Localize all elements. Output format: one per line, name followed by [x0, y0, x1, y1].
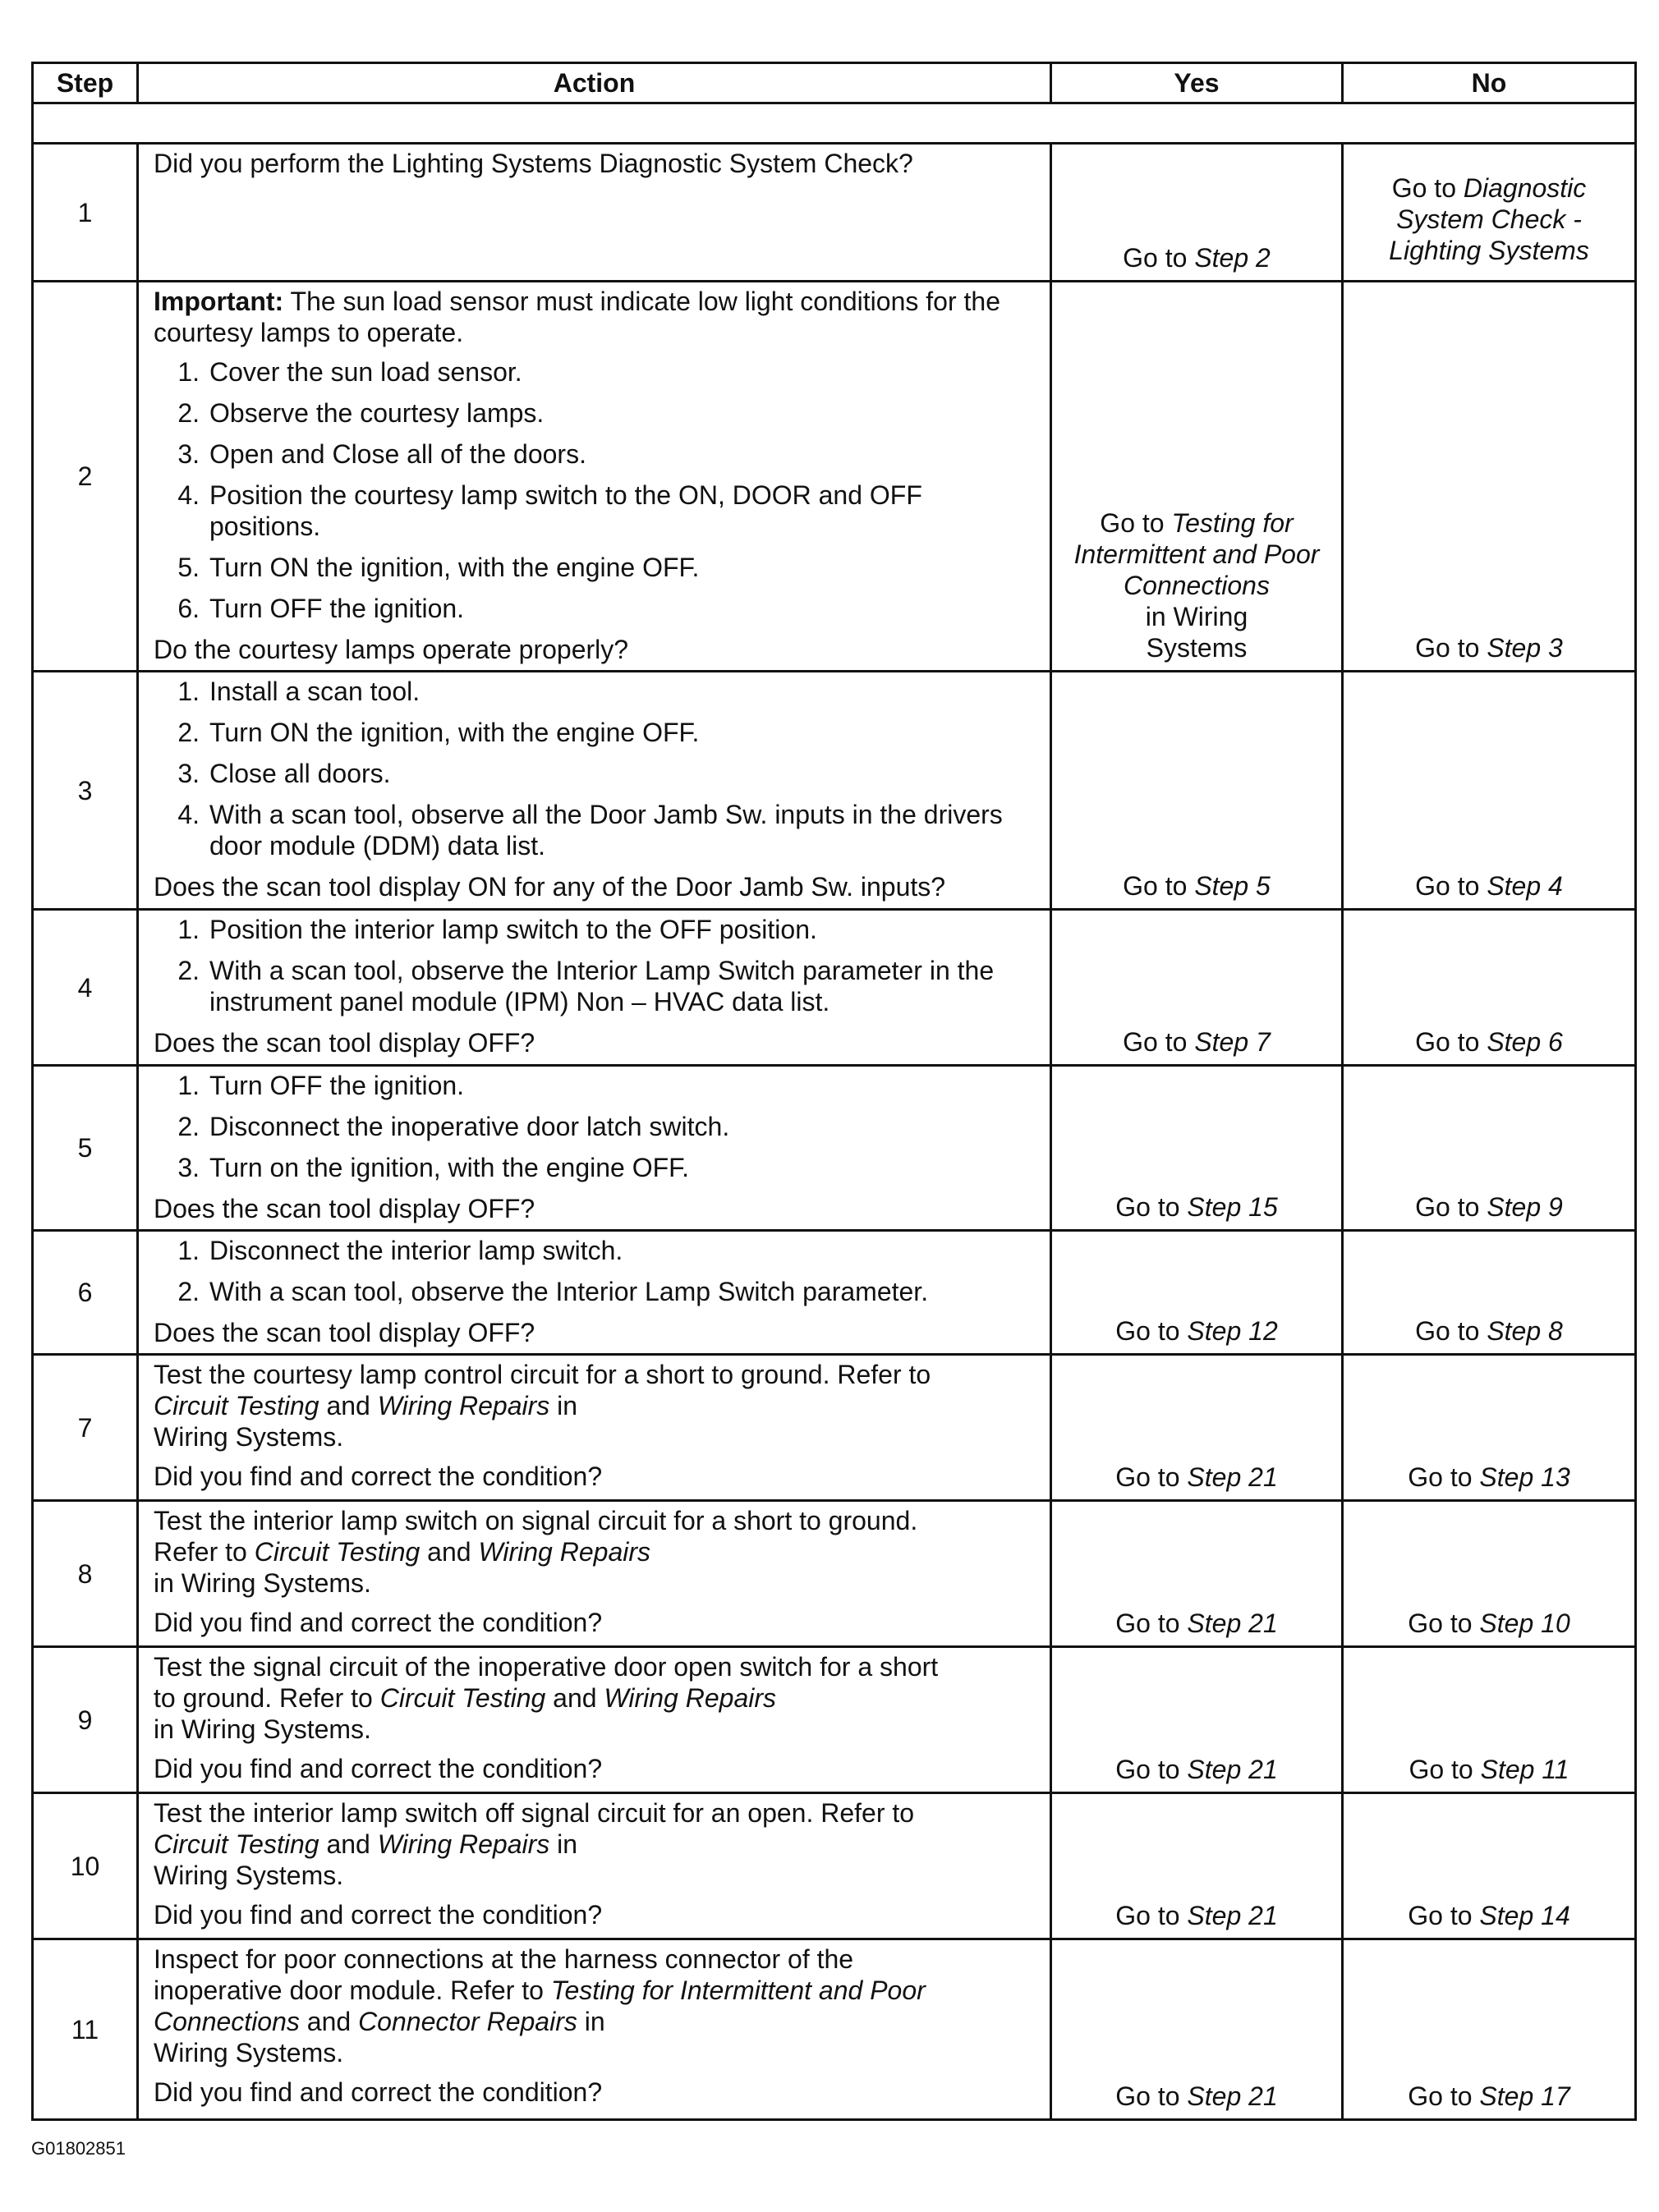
no-cell: Go to Step 10 — [1343, 1501, 1636, 1647]
yes-cell: Go to Step 5 — [1051, 672, 1343, 910]
yes-cell: Go to Step 21 — [1051, 1793, 1343, 1939]
step-link[interactable]: Step 6 — [1487, 1027, 1563, 1057]
step-link[interactable]: Step 2 — [1194, 243, 1271, 273]
step-number: 3 — [33, 672, 138, 910]
yes-cell: Go to Step 21 — [1051, 1647, 1343, 1793]
step-number: 7 — [33, 1355, 138, 1501]
yes-cell: Go to Step 15 — [1051, 1066, 1343, 1231]
step-link[interactable]: Step 11 — [1480, 1755, 1569, 1784]
step-link[interactable]: Step 21 — [1187, 1609, 1278, 1638]
action-text: Did you perform the Lighting Systems Diagnostic System Check? — [154, 149, 913, 178]
table-row — [33, 910, 1636, 1066]
step-link[interactable]: Step 21 — [1187, 1901, 1278, 1930]
table-row — [33, 144, 1636, 282]
no-cell: Go to Step 14 — [1343, 1793, 1636, 1939]
list-item: 3. Turn on the ignition, with the engine OFF. — [177, 1153, 690, 1182]
reference-link[interactable]: Intermittent and Poor — [1073, 539, 1320, 569]
list-item: 2. Observe the courtesy lamps. — [177, 398, 545, 428]
header-action: Action — [138, 63, 1051, 103]
yes-cell: Go to Step 21 — [1051, 1939, 1343, 2120]
no-cell: Go to Step 4 — [1343, 672, 1636, 910]
table-row — [33, 1793, 1636, 1939]
step-link[interactable]: Step 9 — [1487, 1192, 1563, 1222]
list-item: 5. Turn ON the ignition, with the engine OFF. — [177, 553, 700, 582]
reference-link[interactable]: Circuit Testing — [154, 1829, 319, 1859]
list-item: 1. Cover the sun load sensor. — [177, 357, 522, 387]
procedure-list — [154, 914, 1035, 1017]
important-note: Important: The sun load sensor must indicate low light conditions for the courtesy lamps to operate. — [154, 287, 1000, 347]
list-item: 1. Turn OFF the ignition. — [177, 1071, 465, 1100]
action-cell: Test the interior lamp switch on signal circuit for a short to ground. Refer to Circuit Testing and Wiring Repairs in Wiring Systems. Did you find and correct the condition? — [138, 1501, 1051, 1647]
step-number: 8 — [33, 1501, 138, 1647]
list-item: 6. Turn OFF the ignition. — [177, 594, 465, 623]
reference-link[interactable]: Wiring Repairs — [377, 1829, 550, 1859]
table-row — [33, 1231, 1636, 1355]
step-link[interactable]: Step 15 — [1187, 1192, 1278, 1222]
action-cell: Test the interior lamp switch off signal circuit for an open. Refer to Circuit Testing and Wiring Repairs in Wiring Systems. Did you find and correct the condition? — [138, 1793, 1051, 1939]
header-no: No — [1343, 63, 1636, 103]
no-cell: Go to Step 6 — [1343, 910, 1636, 1066]
step-number: 5 — [33, 1066, 138, 1231]
reference-link[interactable]: Wiring Repairs — [604, 1683, 776, 1713]
question-text: Does the scan tool display OFF? — [154, 1318, 535, 1347]
step-number: 6 — [33, 1231, 138, 1355]
step-link[interactable]: Step 4 — [1487, 871, 1563, 901]
procedure-list — [154, 1235, 1035, 1307]
table-row — [33, 1501, 1636, 1647]
reference-link[interactable]: Testing for Intermittent and Poor — [550, 1976, 926, 2005]
list-item: 1. Position the interior lamp switch to the OFF position. — [177, 915, 817, 944]
list-item: 3. Close all doors. — [177, 759, 391, 788]
yes-cell: Go to Step 2 — [1051, 144, 1343, 282]
action-cell — [138, 1066, 1051, 1231]
diagnostic-table — [31, 62, 1637, 2121]
procedure-list — [154, 1070, 1035, 1183]
no-cell: Go to Diagnostic System Check - Lighting Systems — [1343, 144, 1636, 282]
step-number: 9 — [33, 1647, 138, 1793]
procedure-list — [154, 356, 1035, 624]
step-link[interactable]: Step 14 — [1479, 1901, 1570, 1930]
header-row — [33, 63, 1636, 103]
action-cell: Inspect for poor connections at the harness connector of the inoperative door module. Refer to Testing for Intermittent and Poor Connections and Connector Repairs in Wiring Systems. Did you find and correct the condition? — [138, 1939, 1051, 2120]
header-step: Step — [33, 63, 138, 103]
action-cell — [138, 282, 1051, 672]
question-text: Did you find and correct the condition? — [154, 2077, 603, 2107]
step-link[interactable]: Step 5 — [1194, 871, 1271, 901]
question-text: Did you find and correct the condition? — [154, 1754, 603, 1783]
step-number: 11 — [33, 1939, 138, 2120]
list-item: 2. Turn ON the ignition, with the engine OFF. — [177, 718, 700, 747]
step-link[interactable]: Step 17 — [1479, 2081, 1570, 2111]
list-item: 1. Install a scan tool. — [177, 677, 420, 706]
step-link[interactable]: Step 12 — [1187, 1316, 1278, 1346]
reference-link[interactable]: Circuit Testing — [379, 1683, 546, 1713]
procedure-list — [154, 676, 1035, 861]
step-link[interactable]: Step 3 — [1487, 633, 1563, 663]
table-row — [33, 672, 1636, 910]
no-cell: Go to Step 9 — [1343, 1066, 1636, 1231]
action-cell — [138, 672, 1051, 910]
reference-link[interactable]: Circuit Testing — [154, 1391, 319, 1420]
question-text: Did you find and correct the condition? — [154, 1900, 603, 1930]
yes-cell: Go to Step 7 — [1051, 910, 1343, 1066]
yes-cell: Go to Step 12 — [1051, 1231, 1343, 1355]
no-cell: Go to Step 11 — [1343, 1647, 1636, 1793]
yes-cell: Go to Step 21 — [1051, 1355, 1343, 1501]
no-cell: Go to Step 3 — [1343, 282, 1636, 672]
reference-link[interactable]: Wiring Repairs — [377, 1391, 550, 1420]
table-row — [33, 282, 1636, 672]
list-item: 4. With a scan tool, observe all the Door Jamb Sw. inputs in the drivers door module (DDM) data list. — [177, 800, 1003, 860]
spacer-row — [33, 103, 1636, 144]
table-row — [33, 1066, 1636, 1231]
reference-link[interactable]: Connections — [154, 2007, 300, 2036]
list-item: 4. Position the courtesy lamp switch to the ON, DOOR and OFF positions. — [177, 480, 922, 541]
step-link[interactable]: Step 13 — [1479, 1462, 1570, 1492]
list-item: 1. Disconnect the interior lamp switch. — [177, 1236, 623, 1265]
step-link[interactable]: Step 7 — [1194, 1027, 1271, 1057]
reference-link[interactable]: Wiring Repairs — [478, 1537, 650, 1567]
reference-link[interactable]: System Check - — [1396, 204, 1582, 234]
header-yes: Yes — [1051, 63, 1343, 103]
reference-link[interactable]: Lighting Systems — [1389, 235, 1589, 265]
question-text: Did you find and correct the condition? — [154, 1462, 603, 1491]
action-cell: Test the courtesy lamp control circuit for a short to ground. Refer to Circuit Testing and Wiring Repairs in Wiring Systems. Did you find and correct the condition? — [138, 1355, 1051, 1501]
action-cell — [138, 1231, 1051, 1355]
step-number: 4 — [33, 910, 138, 1066]
no-cell: Go to Step 17 — [1343, 1939, 1636, 2120]
reference-link[interactable]: Connector Repairs — [358, 2007, 577, 2036]
reference-link[interactable]: Testing for — [1171, 508, 1294, 538]
question-text: Does the scan tool display OFF? — [154, 1028, 535, 1058]
step-link[interactable]: Step 21 — [1187, 1462, 1278, 1492]
question-text: Does the scan tool display ON for any of the Door Jamb Sw. inputs? — [154, 872, 946, 902]
table-row — [33, 1355, 1636, 1501]
list-item: 3. Open and Close all of the doors. — [177, 439, 586, 469]
list-item: 2. With a scan tool, observe the Interior Lamp Switch parameter. — [177, 1277, 929, 1306]
step-number: 2 — [33, 282, 138, 672]
step-link[interactable]: Step 21 — [1187, 2081, 1278, 2111]
step-link[interactable]: Step 10 — [1479, 1609, 1570, 1638]
step-link[interactable]: Step 8 — [1487, 1316, 1563, 1346]
list-item: 2. Disconnect the inoperative door latch switch. — [177, 1112, 730, 1141]
list-item: 2. With a scan tool, observe the Interior Lamp Switch parameter in the instrument panel module (IPM) Non – HVAC data list. — [177, 956, 995, 1017]
action-cell — [138, 910, 1051, 1066]
step-number: 1 — [33, 144, 138, 282]
yes-cell: Go to Testing for Intermittent and Poor Connections in Wiring Systems — [1051, 282, 1343, 672]
step-number: 10 — [33, 1793, 138, 1939]
figure-id: G01802851 — [31, 2138, 126, 2159]
no-cell: Go to Step 8 — [1343, 1231, 1636, 1355]
yes-cell: Go to Step 21 — [1051, 1501, 1343, 1647]
question-text: Do the courtesy lamps operate properly? — [154, 635, 629, 664]
action-cell — [138, 144, 1051, 282]
step-link[interactable]: Step 21 — [1187, 1755, 1278, 1784]
reference-link[interactable]: Diagnostic — [1463, 172, 1587, 203]
reference-link[interactable]: Circuit Testing — [254, 1537, 420, 1567]
question-text: Did you find and correct the condition? — [154, 1608, 603, 1637]
table-row — [33, 1939, 1636, 2120]
table-row — [33, 1647, 1636, 1793]
question-text: Does the scan tool display OFF? — [154, 1194, 535, 1223]
action-cell: Test the signal circuit of the inoperative door open switch for a short to ground. Refer to Circuit Testing and Wiring Repairs in Wiring Systems. Did you find and correct the condition? — [138, 1647, 1051, 1793]
reference-link[interactable]: Connections — [1124, 571, 1270, 600]
no-cell: Go to Step 13 — [1343, 1355, 1636, 1501]
